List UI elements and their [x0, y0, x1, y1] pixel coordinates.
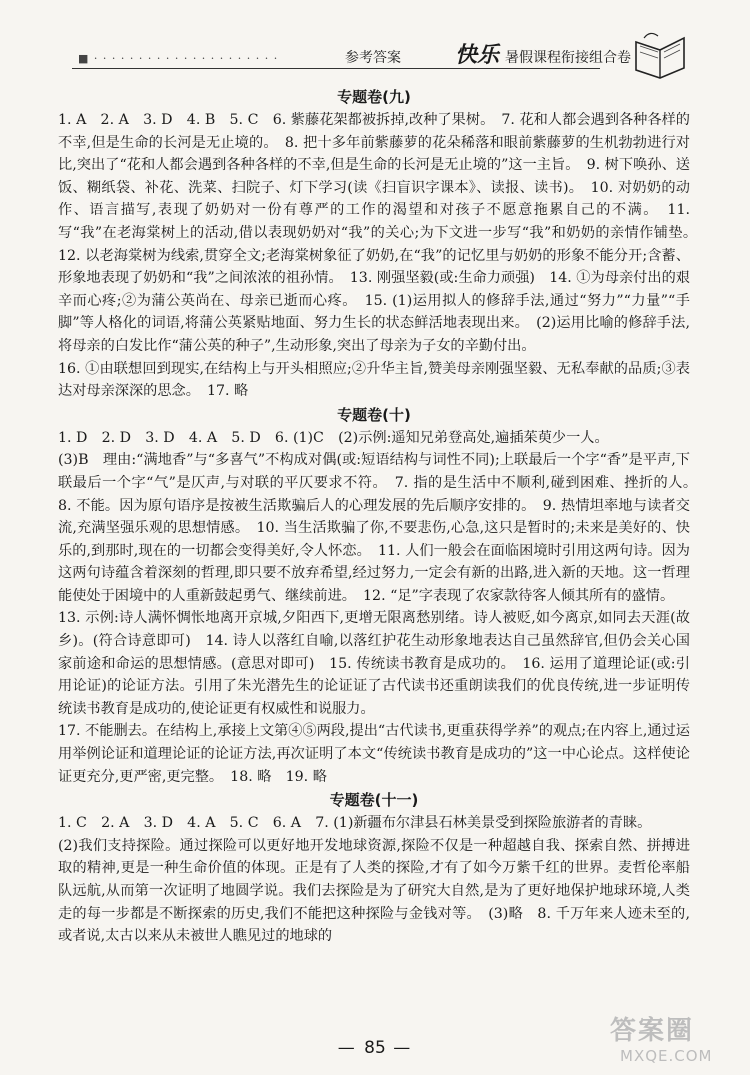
page-header [0, 0, 750, 80]
section-10-answers: 1. D 2. D 3. D 4. A 5. D 6. (1)C (2)示例:遥知兄弟登高处,遍插茱萸少一人。 (3)B 理由:“满地香”与“多喜气”不构成对偶(或:短语结构与词性不同);上联最后一个字“香”是平声,下联最后一个字“气”是仄声,与对联的平仄要求不符。 7. 指的是生活中不顺利,碰到困难、挫折的人。 8. 不能。因为原句语序是按被生活欺骗后人的心理发展的先后顺序安排的。 9. 热情坦率地与读者交流,充满坚强乐观的思想情感。 10. 当生活欺骗了你,不要悲伤,心急,这只是暂时的;未来是美好的、快乐的,到那时,现在的一切都会变得美好,令人怀恋。 11. 人们一般会在面临困境时引用这两句诗。因为这两句诗蕴含着深刻的哲理,即只要不放弃希望,经过努力,一定会有新的出路,进入新的天地。这一哲理能使处于困境中的人重新鼓起勇气、继续前进。 12. “足”字表现了农家款待客人倾其所有的盛情。 13. 示例:诗人满怀惆怅地离开京城,夕阳西下,更增无限离愁别绪。诗人被贬,如今离京,如同去天涯(故乡)。(符合诗意即可) 14. 诗人以落红自喻,以落红护花生动形象地表达自己虽然辞官,但仍会关心国家前途和命运的思想情感。(意思对即可) 15. 传统读书教育是成功的。 16. 运用了道理论证(或:引用论证)的论证方法。引用了朱光潜先生的论证证了古代读书还重朗读我们的优良传统,进一步证明传统读书教育是成功的,使论证更有权威性和说服力。 17. 不能删去。在结构上,承接上文第④⑤两段,提出“古代读书,更重获得学养”的观点;在内容上,通过运用举例论证和道理论证的论证方法,再次证明了本文“传统读书教育是成功的”这一中心论点。这样使论证更充分,更严密,更完整。 18. 略 19. 略 [58, 429, 691, 785]
section-title-9: 专题卷(九) [337, 88, 411, 106]
watermark-logo-text: 答案圈 [610, 1016, 695, 1046]
answer-content [58, 85, 690, 948]
reference-label: 参考答案 [345, 50, 401, 66]
section-11-answers: 1. C 2. A 3. D 4. A 5. C 6. A 7. (1)新疆布尔津县石林美景受到探险旅游者的青睐。 (2)我们支持探险。通过探险可以更好地开发地球资源,探险不仅是一种超越自我、探索自然、拼搏进取的精神,更是一种生命价值的体现。正是有了人类的探险,才有了如今万紫千红的世界。麦哲伦率船队远航,从而第一次证明了地圆学说。我们去探险是为了研究大自然,是为了更好地保护地球环境,人类走的每一步都是不断探索的历史,我们不能把这种探险与金钱对等。 (3)略 8. 千万年来人迹未至的,或者说,太古以来从未被世人瞧见过的地球的 [58, 815, 690, 945]
header-rule [72, 68, 600, 69]
book-subtitle: 暑假课程衔接组合卷 [505, 50, 631, 66]
open-book-icon [630, 28, 690, 80]
brand-logo: 快乐 [455, 43, 500, 68]
header-dots-decoration: ■ · · · · · · · · · · · · · · · · · · · · · [78, 52, 279, 65]
section-title-10: 专题卷(十) [337, 405, 411, 424]
page-number: 85 [364, 1038, 386, 1058]
page-footer: — 85 — [337, 1038, 413, 1058]
section-9-answers: 1. A 2. A 3. D 4. B 5. C 6. 紫藤花架都被拆掉,改种了果树。 7. 花和人都会遇到各种各样的不幸,但是生命的长河是无止境的。 8. 把十多年前紫藤萝的花朵稀落和眼前紫藤萝的生机勃勃进行对比,突出了“花和人都会遇到各种各样的不幸,但是生命的长河是无止境的”这一主旨。 9. 树下唤孙、送饭、糊纸袋、补花、洗菜、扫院子、灯下学习(读《扫盲识字课本》、读报、读书)。 10. 对奶奶的动作、语言描写,表现了奶奶对一份有尊严的工作的渴望和对孩子不愿意拖累自己的不满。 11. 写“我”在老海棠树上的活动,借以表现奶奶对“我”的关心;为下文进一步写“我”和奶奶的亲情作铺垫。 12. 以老海棠树为线索,贯穿全文;老海棠树象征了奶奶,在“我”的记忆里与奶奶的形象不能分开;含蓄、形象地表现了奶奶和“我”之间浓浓的祖孙情。 13. 刚强坚毅(或:生命力顽强) 14. ①为母亲付出的艰辛而心疼;②为蒲公英尚在、母亲已逝而心疼。 15. (1)运用拟人的修辞手法,通过“努力”“力量”“手脚”等人格化的词语,将蒲公英紧贴地面、努力生长的状态鲜活地表现出来。 (2)运用比喻的修辞手法,将母亲的白发比作“蒲公英的种子”,生动形象,突出了母亲为子女的辛勤付出。 16. ①由联想回到现实,在结构上与开头相照应;②升华主旨,赞美母亲刚强坚毅、无私奉献的品质;③表达对母亲深深的思念。 17. 略 [58, 112, 690, 400]
site-watermark [610, 1010, 740, 1072]
watermark-url: MXQE.COM [620, 1047, 713, 1065]
section-title-11: 专题卷(十一) [329, 791, 419, 810]
